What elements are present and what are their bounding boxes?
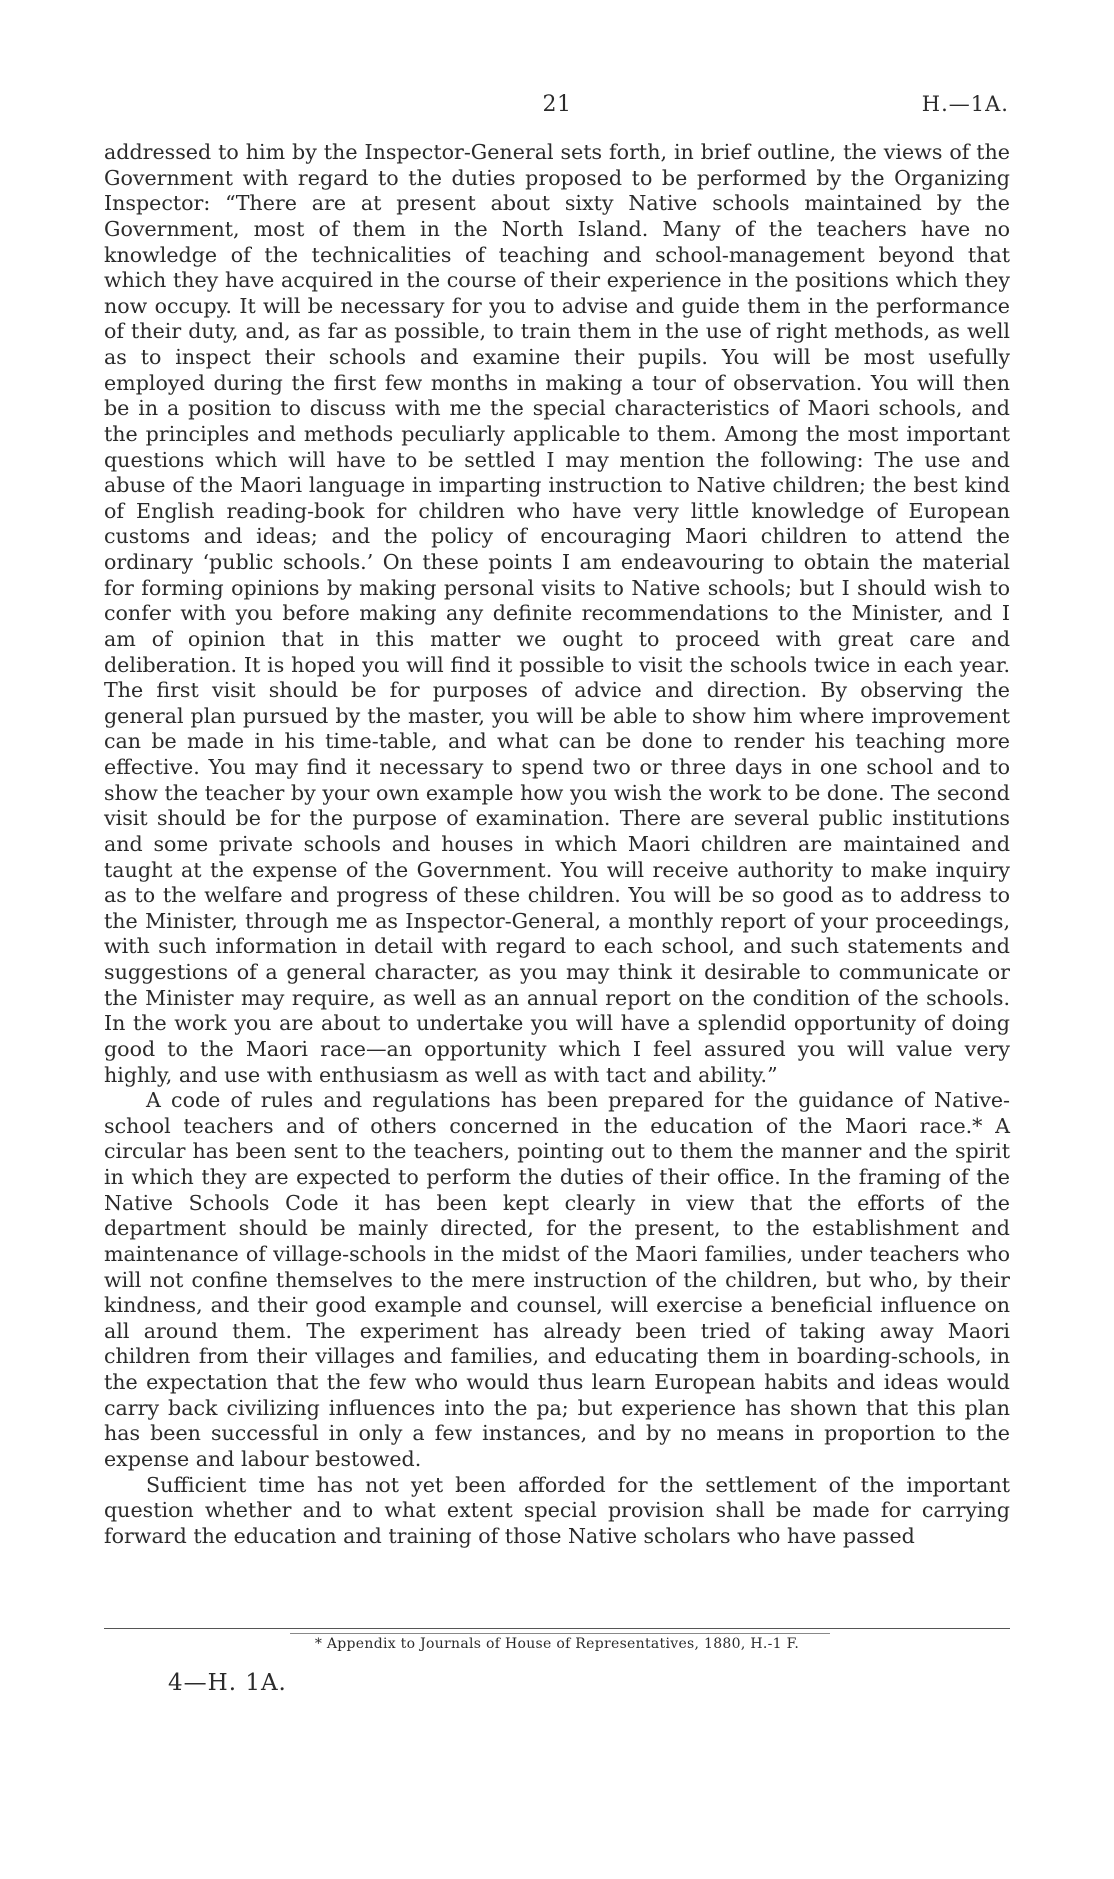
paragraph-1: addressed to him by the Inspector-General sets forth, in brief outline, the views of the Government with regard to the duties proposed to be performed by the Organizing Inspector: “There are at present about sixty Native schools maintained by the Government, most of them in the North Island. Many of the teachers have no knowledge of the technicalities of teaching and school-management beyond that which they have acquired in the course of their experience in the positions which they now occupy. It will be necessary for you to advise and guide them in the performance of their duty, and, as far as possible, to train them in the use of right methods, as well as to inspect their schools and examine their pupils. You will be most usefully employed during the first few months in making a tour of observation. You will then be in a position to discuss with me the special characteristics of Maori schools, and the principles and methods peculiarly applicable to them. Among the most important questions which will have to be settled I may mention the following: The use and abuse of the Maori language in imparting instruction to Native children; the best kind of English reading-book for children who have very little knowledge of European customs and ideas; and the policy of encouraging Maori children to attend the ordinary ‘public schools.’ On these points I am endeavouring to obtain the material for forming opinions by making personal visits to Native schools; but I should wish to confer with you before making any definite recommendations to the Minister, and I am of opinion that in this matter we ought to proceed with great care and deliberation. It is hoped you will find it possible to visit the schools twice in each year. The first visit should be for purposes of advice and direction. By observing the general plan pursued by the master, you will be able to show him where improvement can be made in his time-table, and what can be done to render his teaching more effective. You may find it necessary to spend two or three days in one school and to show the teacher by your own example how you wish the work to be done. The second visit should be for the purpose of examination. There are several public institutions and some private schools and houses in which Maori children are maintained and taught at the expense of the Government. You will receive authority to make inquiry as to the welfare and progress of these children. You will be so good as to address to the Minister, through me as Inspector-General, a monthly report of your proceedings, with such information in detail with regard to each school, and such statements and suggestions of a general character, as you may think it desirable to communicate or the Minister may require, as well as an annual report on the condition of the schools. In the work you are about to undertake you will have a splendid opportunity of doing good to the Maori race—an opportunity which I feel assured you will value very highly, and use with enthusiasm as well as with tact and ability.” [104, 140, 1010, 1087]
paragraph-3: Sufficient time has not yet been afforded for the settlement of the important question whether and to what extent special provision shall be made for carrying forward the education and training of those Native scholars who have passed [104, 1472, 1010, 1548]
footnote-divider [104, 1628, 1010, 1629]
page-number: 21 [542, 92, 572, 117]
paragraph-2: A code of rules and regulations has been prepared for the guidance of Native-school teachers and of others concerned in the education of the Maori race.* A circular has been sent to the teachers, pointing out to them the manner and the spirit in which they are expected to perform the duties of their office. In the framing of the Native Schools Code it has been kept clearly in view that the efforts of the department should be mainly directed, for the present, to the establishment and maintenance of village-schools in the midst of the Maori families, under teachers who will not confine themselves to the mere instruction of the children, but who, by their kindness, and their good example and counsel, will exercise a beneficial influence on all around them. The experiment has already been tried of taking away Maori children from their villages and families, and educating them in boarding-schools, in the expectation that the few who would thus learn European habits and ideas would carry back civilizing influences into the pa; but experience has shown that this plan has been successful in only a few instances, and by no means in proportion to the expense and labour bestowed. [104, 1088, 1010, 1471]
paper-reference: H.—1A. [921, 92, 1009, 116]
signature-mark: 4—H. 1A. [168, 1670, 287, 1696]
body-text [104, 140, 1010, 1549]
footnote: * Appendix to Journals of House of Representatives, 1880, H.-1 F. [314, 1636, 800, 1652]
footnote-divider-short [290, 1633, 830, 1634]
